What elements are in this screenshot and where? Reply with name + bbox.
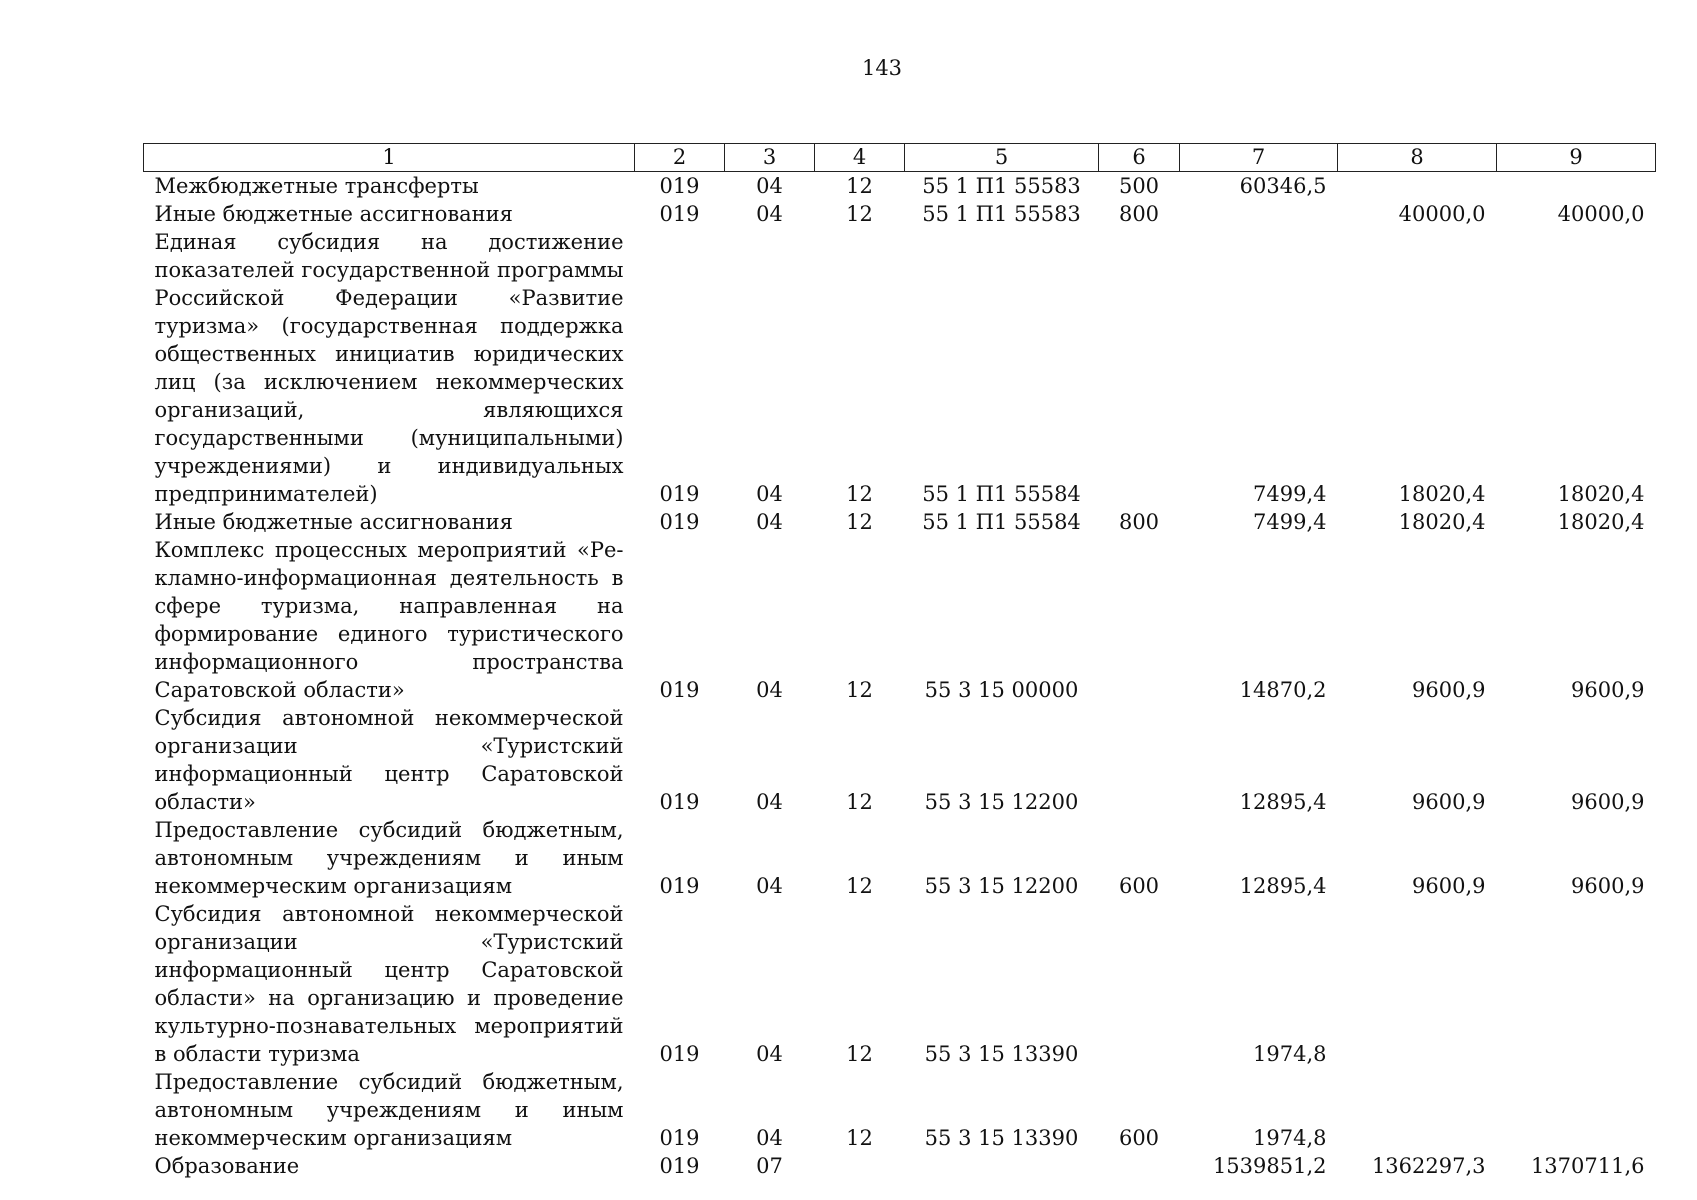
- row-col-7: 60346,5: [1239, 174, 1327, 198]
- table-row: [144, 1152, 1656, 1180]
- row-name: Иные бюджетные ассигнования: [154, 202, 513, 226]
- row-col-2: 019: [659, 790, 700, 814]
- row-col-8: 18020,4: [1398, 482, 1486, 506]
- row-col-6: [1099, 228, 1180, 508]
- table-row: [144, 536, 1656, 704]
- row-col-4: 12: [846, 174, 873, 198]
- row-name: Иные бюджетные ассигнования: [154, 510, 513, 534]
- row-col-7: 12895,4: [1239, 790, 1327, 814]
- row-col-3: 04: [756, 1042, 783, 1066]
- row-col-7: 7499,4: [1253, 482, 1327, 506]
- row-col-9: [1497, 1068, 1656, 1152]
- row-col-2: 019: [659, 510, 700, 534]
- row-col-9: 40000,0: [1557, 202, 1645, 226]
- row-col-6: [1099, 704, 1180, 816]
- table-body: [144, 172, 1656, 1181]
- row-col-5: 55 3 15 13390: [924, 1126, 1079, 1150]
- row-col-7: 1539851,2: [1212, 1154, 1327, 1178]
- row-col-2: 019: [659, 874, 700, 898]
- row-col-3: 04: [756, 678, 783, 702]
- row-name: Единая субсидия на достижение показателей государственной программы Российской Федерации «Развитие туризма» (государственная поддержка общественных инициатив юридических лиц (за исключением некоммерческих организаций, являющихся государственными (муниципальными) учреждениями) и индивидуальных предпринимателей): [154, 230, 624, 506]
- row-name: Предоставление субсидий бюджетным, автономным учреждениям и иным некоммерческим организациям: [154, 1070, 624, 1150]
- row-col-9: [1497, 172, 1656, 201]
- row-col-3: 07: [756, 1154, 783, 1178]
- row-col-5: 55 1 П1 55584: [922, 510, 1081, 534]
- row-col-2: 019: [659, 482, 700, 506]
- row-col-5: 55 1 П1 55584: [922, 482, 1081, 506]
- row-col-8: [1338, 172, 1497, 201]
- row-col-5: 55 3 15 12200: [924, 790, 1079, 814]
- row-col-8: 1362297,3: [1371, 1154, 1486, 1178]
- row-col-6: 600: [1118, 1126, 1160, 1150]
- table-row: [144, 228, 1656, 508]
- row-name: Комплекс процессных мероприятий «Рекламно-информационная деятельность в сфере туризма, направленная на формирование единого туристического информационного пространства Саратовской области»: [154, 538, 624, 702]
- row-col-5: 55 3 15 00000: [924, 678, 1079, 702]
- row-col-7: 1974,8: [1253, 1042, 1327, 1066]
- row-col-7: [1180, 200, 1338, 228]
- budget-table: [143, 143, 1656, 1180]
- row-col-3: 04: [756, 482, 783, 506]
- row-col-5: 55 3 15 13390: [924, 1042, 1079, 1066]
- row-name: Образование: [154, 1154, 300, 1178]
- row-col-4: 12: [846, 874, 873, 898]
- row-col-2: 019: [659, 1154, 700, 1178]
- row-name: Субсидия автономной некоммерческой организации «Туристский информационный центр Саратовской области»: [154, 706, 624, 814]
- row-col-6: [1099, 900, 1180, 1068]
- row-col-9: 9600,9: [1571, 790, 1645, 814]
- row-col-9: 18020,4: [1557, 510, 1645, 534]
- row-col-5: [905, 1152, 1099, 1180]
- row-col-3: 04: [756, 874, 783, 898]
- row-col-4: 12: [846, 1042, 873, 1066]
- header-col-5: 5: [905, 144, 1099, 172]
- row-col-2: 019: [659, 202, 700, 226]
- row-col-8: 18020,4: [1398, 510, 1486, 534]
- page-number: 143: [861, 56, 903, 80]
- header-col-2: 2: [635, 144, 725, 172]
- table-row: [144, 200, 1656, 228]
- row-col-2: 019: [659, 678, 700, 702]
- row-col-3: 04: [756, 510, 783, 534]
- table-row: [144, 172, 1656, 201]
- header-col-1: 1: [144, 144, 635, 172]
- row-name: Межбюджетные трансферты: [154, 174, 479, 198]
- table-row: [144, 900, 1656, 1068]
- row-col-6: [1099, 1152, 1180, 1180]
- row-name: Предоставление субсидий бюджетным, автономным учреждениям и иным некоммерческим организациям: [154, 818, 624, 898]
- row-col-4: [815, 1152, 905, 1180]
- row-col-8: [1338, 900, 1497, 1068]
- row-col-6: 600: [1118, 874, 1160, 898]
- row-col-7: 14870,2: [1239, 678, 1327, 702]
- row-col-2: 019: [659, 174, 700, 198]
- row-col-6: 800: [1118, 202, 1160, 226]
- header-col-9: 9: [1497, 144, 1656, 172]
- row-col-7: 1974,8: [1253, 1126, 1327, 1150]
- row-col-2: 019: [659, 1126, 700, 1150]
- table-row: [144, 508, 1656, 536]
- row-col-9: 18020,4: [1557, 482, 1645, 506]
- row-col-4: 12: [846, 678, 873, 702]
- row-name: Субсидия автономной некоммерческой организации «Туристский информационный центр Саратовской области» на организацию и проведение культурно-познавательных мероприятий в области туризма: [154, 902, 624, 1066]
- row-col-8: 9600,9: [1412, 790, 1486, 814]
- row-col-8: 9600,9: [1412, 678, 1486, 702]
- row-col-5: 55 1 П1 55583: [922, 202, 1081, 226]
- row-col-6: 800: [1118, 510, 1160, 534]
- row-col-7: 12895,4: [1239, 874, 1327, 898]
- row-col-4: 12: [846, 482, 873, 506]
- table-row: [144, 704, 1656, 816]
- header-col-6: 6: [1099, 144, 1180, 172]
- row-col-9: [1497, 900, 1656, 1068]
- row-col-5: 55 1 П1 55583: [922, 174, 1081, 198]
- row-col-3: 04: [756, 1126, 783, 1150]
- row-col-9: 9600,9: [1571, 874, 1645, 898]
- header-col-4: 4: [815, 144, 905, 172]
- header-col-3: 3: [725, 144, 815, 172]
- row-col-9: 9600,9: [1571, 678, 1645, 702]
- row-col-8: [1338, 1068, 1497, 1152]
- row-col-2: 019: [659, 1042, 700, 1066]
- header-row: [144, 144, 1656, 172]
- row-col-8: 40000,0: [1398, 202, 1486, 226]
- header-col-7: 7: [1180, 144, 1338, 172]
- row-col-5: 55 3 15 12200: [924, 874, 1079, 898]
- row-col-9: 1370711,6: [1530, 1154, 1645, 1178]
- row-col-4: 12: [846, 202, 873, 226]
- row-col-8: 9600,9: [1412, 874, 1486, 898]
- row-col-4: 12: [846, 790, 873, 814]
- table-row: [144, 1068, 1656, 1152]
- row-col-7: 7499,4: [1253, 510, 1327, 534]
- row-col-3: 04: [756, 174, 783, 198]
- table-header: [144, 144, 1656, 172]
- row-col-6: 500: [1118, 174, 1160, 198]
- row-col-4: 12: [846, 510, 873, 534]
- row-col-3: 04: [756, 790, 783, 814]
- row-col-3: 04: [756, 202, 783, 226]
- row-col-6: [1099, 536, 1180, 704]
- header-col-8: 8: [1338, 144, 1497, 172]
- row-col-4: 12: [846, 1126, 873, 1150]
- table-row: [144, 816, 1656, 900]
